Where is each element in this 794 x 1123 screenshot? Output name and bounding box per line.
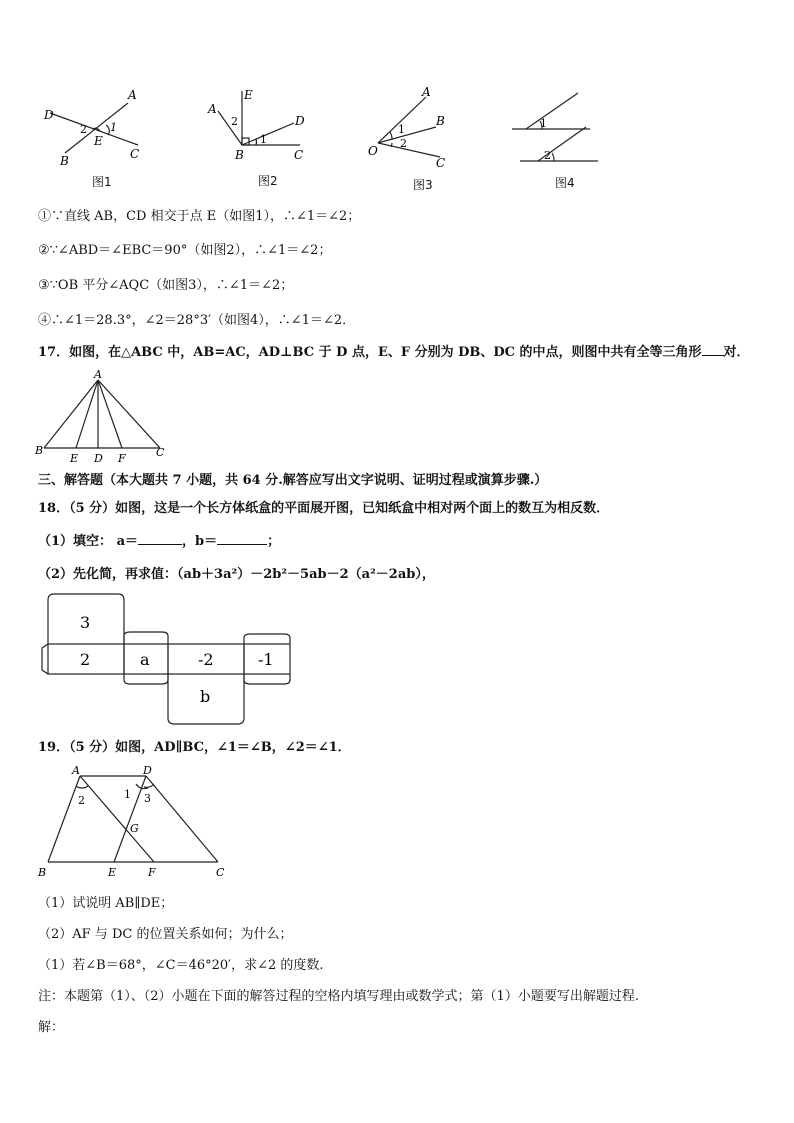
q17-label-d: D: [94, 452, 103, 465]
figure-4: [512, 93, 598, 161]
q17-triangle-figure: [30, 370, 180, 465]
q17-label-f: F: [118, 452, 126, 465]
q17-label-b: B: [35, 444, 44, 457]
q19-label-e: E: [108, 866, 117, 879]
fig3-label-b: B: [436, 114, 445, 128]
fig1-label-a: A: [128, 88, 137, 102]
fig2-label-a: A: [208, 102, 217, 116]
fig2-label-d: D: [295, 114, 305, 128]
q19-part-3: （1）若∠B＝68°，∠C＝46°20′，求∠2 的度数.: [38, 958, 324, 973]
net-face-minus-2: -2: [198, 650, 214, 669]
q18-box-net: [36, 590, 306, 730]
fig4-caption: 图4: [555, 176, 575, 190]
q19-angle-2: 2: [78, 794, 85, 807]
fig3-label-c: C: [436, 156, 446, 170]
top-figures: [30, 85, 610, 190]
q18-part-2: （2）先化简，再求值：（ab＋3a²）－2b²－5ab－2（a²－2ab），: [38, 567, 435, 582]
q18-part-1-end: ；: [267, 534, 281, 549]
q19-title: 19．（5 分）如图，AD∥BC，∠1＝∠B，∠2＝∠1．: [38, 740, 351, 755]
q17-text: [38, 344, 750, 362]
statement-3: ③∵OB 平分∠AQC（如图3），∴∠1＝∠2；: [38, 278, 294, 293]
figure-3: [378, 97, 440, 157]
fig3-label-o: O: [368, 144, 378, 158]
fig1-caption: 图1: [92, 175, 112, 189]
q19-label-f: F: [148, 866, 156, 879]
net-face-minus-1: -1: [258, 650, 274, 669]
q19-label-a: A: [72, 764, 80, 777]
fig3-label-a: A: [422, 85, 431, 99]
q17-label-a: A: [94, 370, 102, 381]
q19-part-2: （2）AF 与 DC 的位置关系如何；为什么；: [38, 927, 293, 942]
fig1-label-c: C: [130, 147, 140, 161]
fig3-caption: 图3: [413, 178, 433, 192]
fig4-angle-2: 2: [544, 149, 551, 162]
q19-angle-3: 3: [144, 792, 151, 805]
statement-1: ①∵直线 AB，CD 相交于点 E（如图1），∴∠1＝∠2；: [38, 209, 361, 224]
net-face-left: 2: [80, 650, 91, 669]
q18-part-1-a: （1）填空： a＝: [38, 534, 138, 549]
fig1-angle-2: 2: [80, 123, 87, 136]
q19-note: 注：本题第（1）、（2）小题在下面的解答过程的空格内填写理由或数学式；第（1）小题要写出解题过程.: [38, 989, 639, 1004]
fig1-label-b: B: [60, 154, 69, 168]
q18-title: 18．（5 分）如图，这是一个长方体纸盒的平面展开图，已知纸盒中相对两个面上的数互为相反数．: [38, 501, 610, 516]
q19-part-1: （1）试说明 AB∥DE；: [38, 896, 174, 911]
fig1-angle-1: 1: [110, 121, 117, 134]
q17-text-before: 17．如图，在△ABC 中，AB=AC，AD⊥BC 于 D 点，E、F 分别为 DB、DC 的中点，则图中共有全等三角形: [38, 345, 702, 360]
fig2-label-b: B: [235, 148, 244, 162]
net-face-top: 3: [80, 613, 91, 632]
q19-label-g: G: [130, 822, 139, 835]
fig3-angle-1: 1: [398, 123, 405, 136]
fig1-label-d: D: [44, 108, 54, 122]
q18-part-1-b: ，b＝: [182, 534, 218, 549]
fig2-label-c: C: [294, 148, 304, 162]
q17-label-e: E: [70, 452, 79, 465]
fig3-angle-2: 2: [400, 137, 407, 150]
q17-text-after: 对．: [723, 345, 750, 360]
net-face-b: b: [200, 687, 211, 706]
net-face-a: a: [140, 650, 150, 669]
fig2-angle-2: 2: [231, 115, 238, 128]
fig1-label-e: E: [94, 134, 103, 148]
q18-a-blank[interactable]: [138, 544, 182, 545]
statement-2: ②∵∠ABD＝∠EBC＝90°（如图2），∴∠1＝∠2；: [38, 243, 332, 258]
q18-b-blank[interactable]: [217, 544, 267, 545]
fig4-angle-1: 1: [540, 117, 547, 130]
q19-label-b: B: [38, 866, 47, 879]
q19-label-c: C: [216, 866, 225, 879]
fig2-caption: 图2: [258, 174, 278, 188]
q17-answer-blank[interactable]: [702, 355, 724, 356]
q19-angle-1: 1: [124, 788, 131, 801]
section-3-heading: 三、解答题（本大题共 7 小题，共 64 分.解答应写出文字说明、证明过程或演算步骤.）: [38, 473, 548, 488]
fig2-label-e: E: [244, 88, 253, 102]
statement-4: ④∴∠1＝28.3°，∠2＝28°3′（如图4），∴∠1＝∠2．: [38, 313, 356, 328]
q18-part-1: [38, 533, 280, 551]
q19-trapezoid-figure: [30, 762, 240, 884]
q19-label-d: D: [143, 764, 152, 777]
q17-label-c: C: [156, 446, 165, 459]
q19-solution-label: 解：: [38, 1020, 65, 1035]
fig2-angle-1: 1: [260, 133, 267, 146]
